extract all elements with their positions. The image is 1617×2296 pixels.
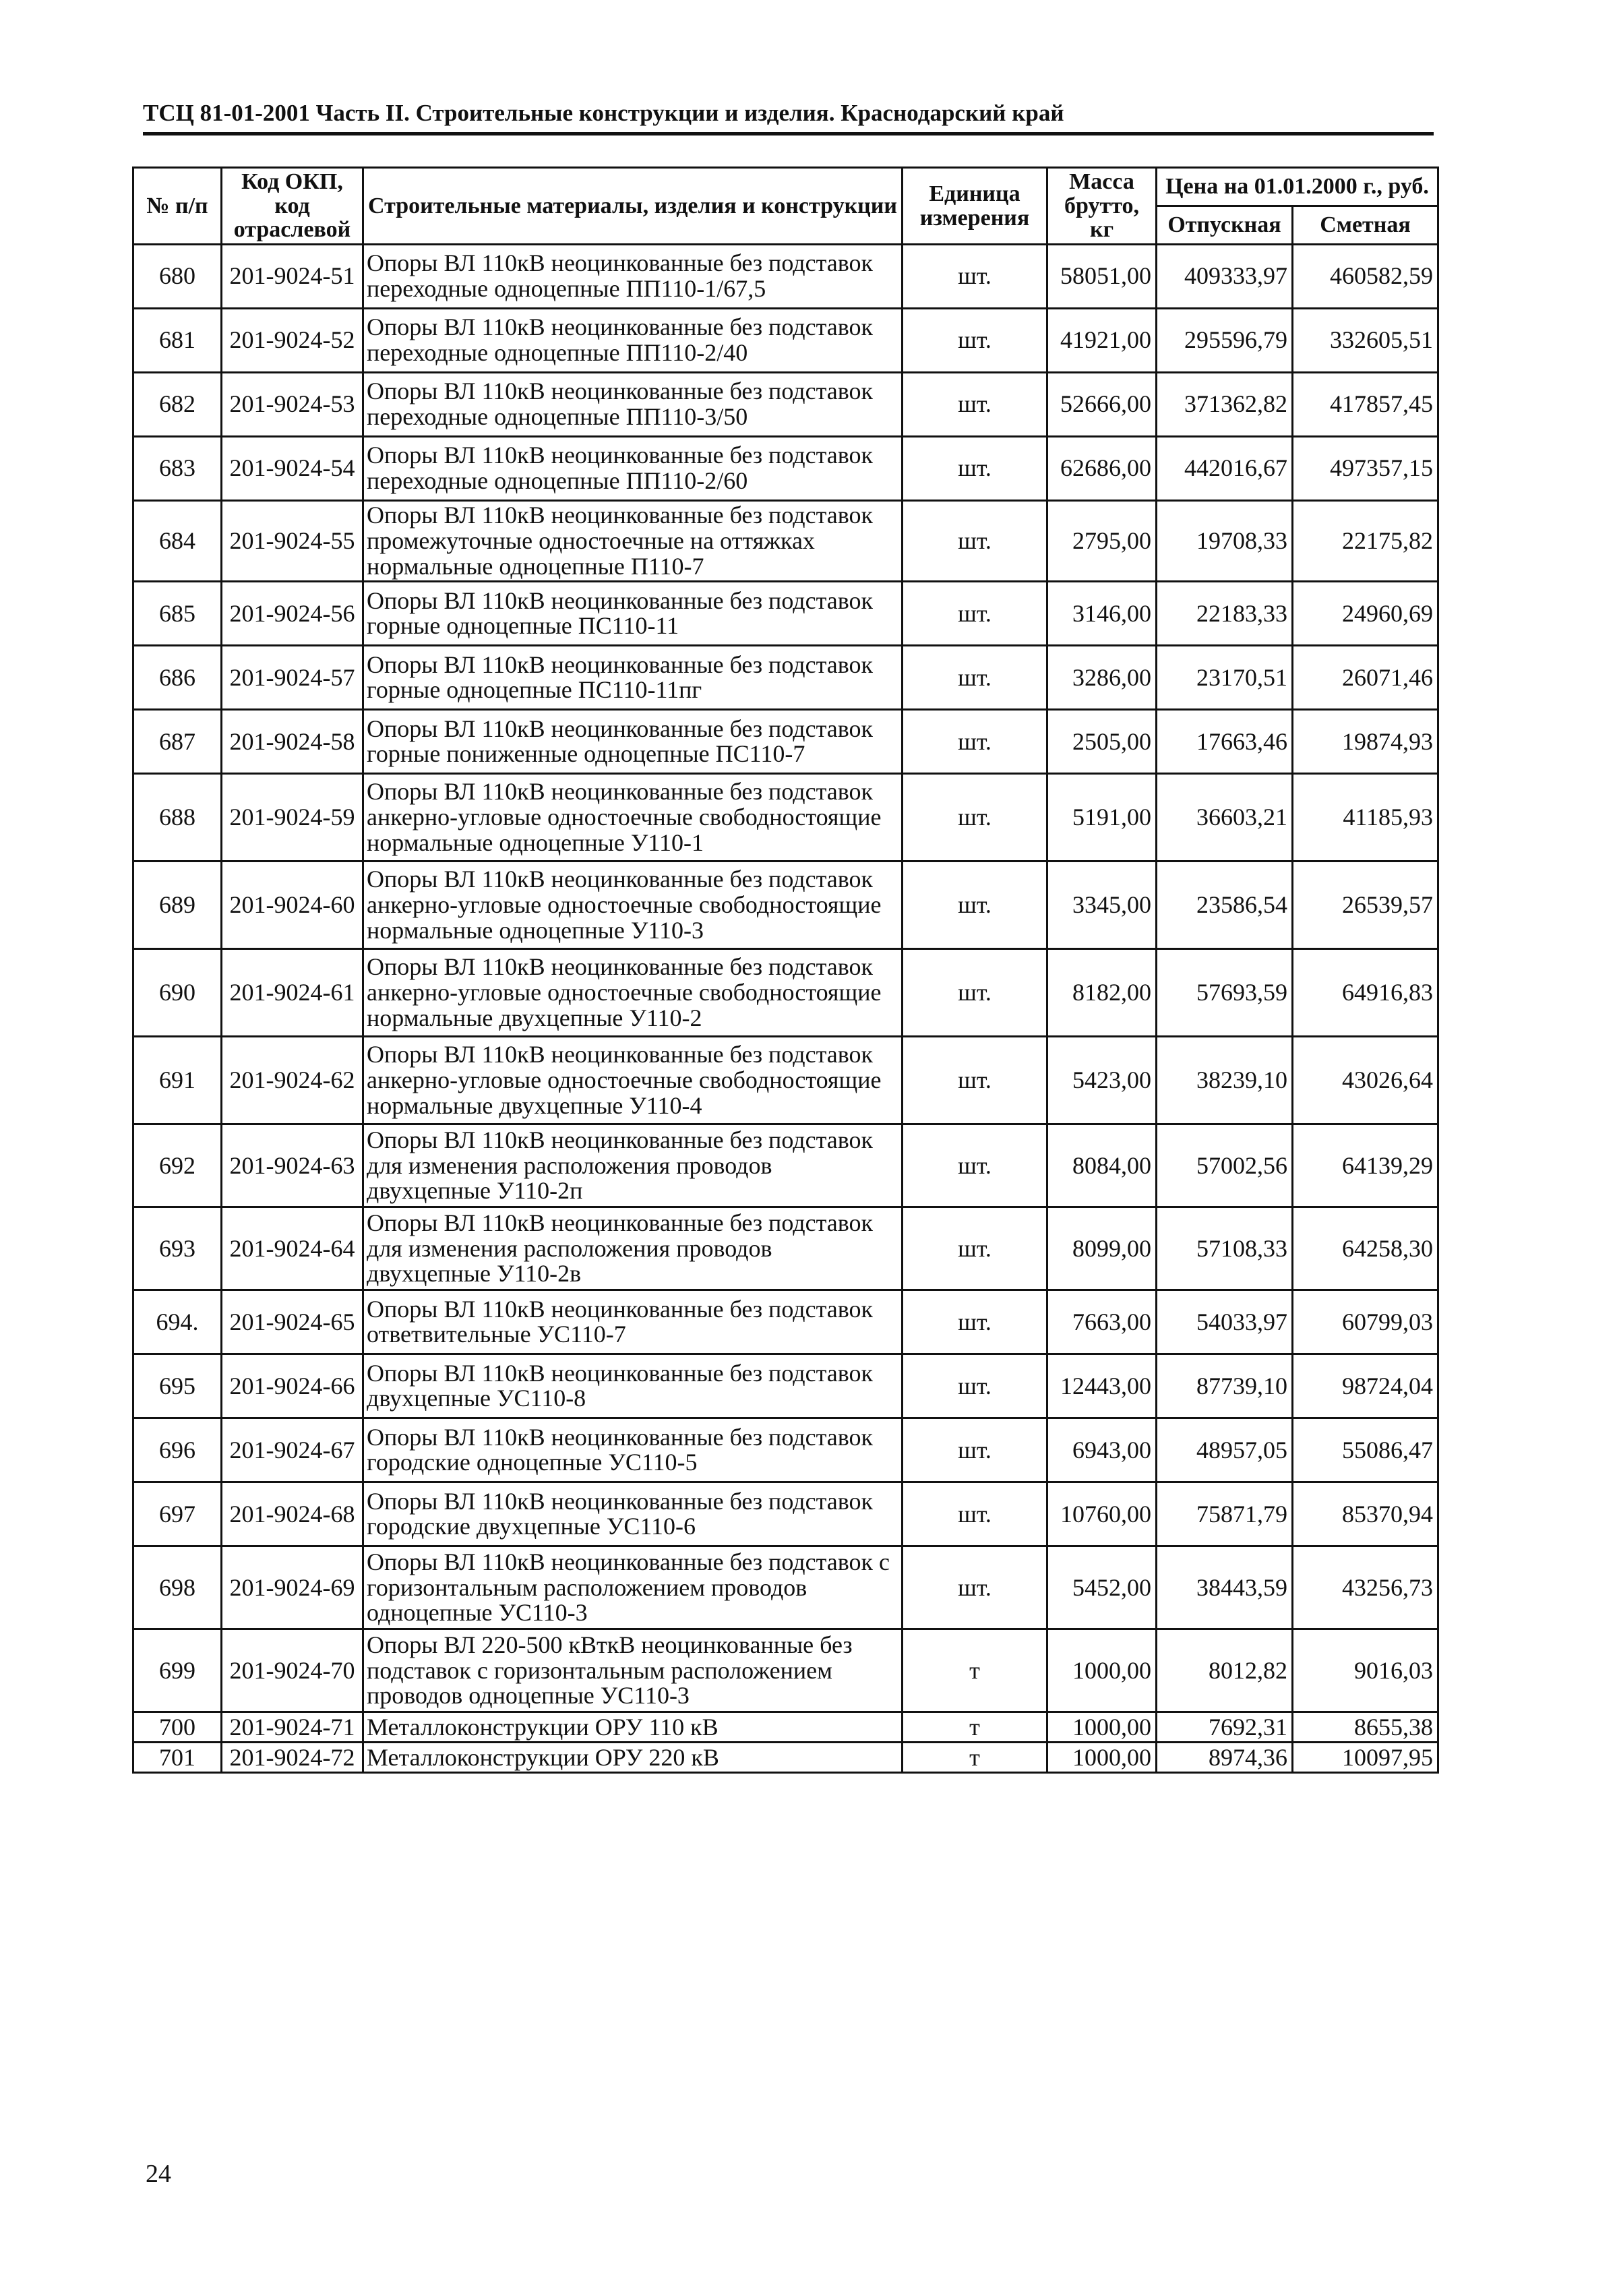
- item-name: Опоры ВЛ 110кВ неоцинкованные без подставок анкерно-угловые одностоечные свободностоящие нормальные одноцепные У110-1: [363, 774, 903, 862]
- unit: шт.: [903, 1207, 1047, 1290]
- item-name: Опоры ВЛ 110кВ неоцинкованные без подставок переходные одноцепные ПП110-2/40: [363, 309, 903, 373]
- release-price: 19708,33: [1157, 501, 1293, 582]
- release-price: 8974,36: [1157, 1743, 1293, 1773]
- release-price: 23170,51: [1157, 646, 1293, 710]
- table-row: [133, 1629, 1438, 1712]
- okp-code: 201-9024-61: [222, 949, 363, 1037]
- row-number: 685: [133, 582, 222, 646]
- release-price: 409333,97: [1157, 245, 1293, 309]
- mass-gross: 3345,00: [1047, 862, 1157, 949]
- estimate-price: 60799,03: [1293, 1290, 1438, 1354]
- estimate-price: 460582,59: [1293, 245, 1438, 309]
- okp-code: 201-9024-67: [222, 1418, 363, 1482]
- mass-gross: 2505,00: [1047, 710, 1157, 774]
- unit: шт.: [903, 501, 1047, 582]
- unit: шт.: [903, 437, 1047, 501]
- mass-gross: 52666,00: [1047, 373, 1157, 437]
- unit: шт.: [903, 373, 1047, 437]
- estimate-price: 64916,83: [1293, 949, 1438, 1037]
- okp-code: 201-9024-51: [222, 245, 363, 309]
- table-header: [133, 168, 1438, 245]
- release-price: 87739,10: [1157, 1354, 1293, 1418]
- estimate-price: 43256,73: [1293, 1546, 1438, 1629]
- item-name: Металлоконструкции ОРУ 220 кВ: [363, 1743, 903, 1773]
- okp-code: 201-9024-70: [222, 1629, 363, 1712]
- estimate-price: 9016,03: [1293, 1629, 1438, 1712]
- item-name: Опоры ВЛ 110кВ неоцинкованные без подставок переходные одноцепные ПП110-2/60: [363, 437, 903, 501]
- table-row: [133, 646, 1438, 710]
- mass-gross: 8099,00: [1047, 1207, 1157, 1290]
- table-row: [133, 1743, 1438, 1773]
- unit: шт.: [903, 1354, 1047, 1418]
- okp-code: 201-9024-64: [222, 1207, 363, 1290]
- release-price: 48957,05: [1157, 1418, 1293, 1482]
- table-row: [133, 373, 1438, 437]
- item-name: Опоры ВЛ 110кВ неоцинкованные без подставок с горизонтальным расположением проводов одноцепные УС110-3: [363, 1546, 903, 1629]
- mass-gross: 8182,00: [1047, 949, 1157, 1037]
- estimate-price: 64139,29: [1293, 1124, 1438, 1207]
- row-number: 682: [133, 373, 222, 437]
- header-rule: [143, 132, 1434, 135]
- mass-gross: 10760,00: [1047, 1482, 1157, 1546]
- estimate-price: 417857,45: [1293, 373, 1438, 437]
- estimate-price: 26071,46: [1293, 646, 1438, 710]
- unit: шт.: [903, 774, 1047, 862]
- table-row: [133, 1546, 1438, 1629]
- table-row: [133, 309, 1438, 373]
- table-row: [133, 1207, 1438, 1290]
- estimate-price: 64258,30: [1293, 1207, 1438, 1290]
- table-row: [133, 710, 1438, 774]
- mass-gross: 1000,00: [1047, 1743, 1157, 1773]
- estimate-price: 497357,15: [1293, 437, 1438, 501]
- okp-code: 201-9024-52: [222, 309, 363, 373]
- okp-code: 201-9024-68: [222, 1482, 363, 1546]
- estimate-price: 24960,69: [1293, 582, 1438, 646]
- mass-gross: 1000,00: [1047, 1712, 1157, 1743]
- row-number: 698: [133, 1546, 222, 1629]
- item-name: Опоры ВЛ 110кВ неоцинкованные без подставок анкерно-угловые одностоечные свободностоящие нормальные одноцепные У110-3: [363, 862, 903, 949]
- row-number: 694.: [133, 1290, 222, 1354]
- unit: шт.: [903, 1290, 1047, 1354]
- release-price: 75871,79: [1157, 1482, 1293, 1546]
- release-price: 371362,82: [1157, 373, 1293, 437]
- unit: шт.: [903, 245, 1047, 309]
- okp-code: 201-9024-58: [222, 710, 363, 774]
- okp-code: 201-9024-56: [222, 582, 363, 646]
- estimate-price: 55086,47: [1293, 1418, 1438, 1482]
- estimate-price: 26539,57: [1293, 862, 1438, 949]
- table-row: [133, 1290, 1438, 1354]
- mass-gross: 7663,00: [1047, 1290, 1157, 1354]
- unit: шт.: [903, 710, 1047, 774]
- okp-code: 201-9024-59: [222, 774, 363, 862]
- row-number: 688: [133, 774, 222, 862]
- row-number: 683: [133, 437, 222, 501]
- row-number: 697: [133, 1482, 222, 1546]
- release-price: 57693,59: [1157, 949, 1293, 1037]
- okp-code: 201-9024-60: [222, 862, 363, 949]
- estimate-price: 85370,94: [1293, 1482, 1438, 1546]
- mass-gross: 5423,00: [1047, 1037, 1157, 1124]
- okp-code: 201-9024-62: [222, 1037, 363, 1124]
- item-name: Опоры ВЛ 110кВ неоцинкованные без подставок городские одноцепные УС110-5: [363, 1418, 903, 1482]
- price-table: [132, 167, 1439, 1774]
- row-number: 689: [133, 862, 222, 949]
- item-name: Опоры ВЛ 110кВ неоцинкованные без подставок ответвительные УС110-7: [363, 1290, 903, 1354]
- row-number: 684: [133, 501, 222, 582]
- row-number: 691: [133, 1037, 222, 1124]
- unit: т: [903, 1712, 1047, 1743]
- okp-code: 201-9024-57: [222, 646, 363, 710]
- mass-gross: 2795,00: [1047, 501, 1157, 582]
- item-name: Опоры ВЛ 110кВ неоцинкованные без подставок горные одноцепные ПС110-11пг: [363, 646, 903, 710]
- table-row: [133, 1354, 1438, 1418]
- unit: шт.: [903, 1124, 1047, 1207]
- table-body: [133, 245, 1438, 1773]
- row-number: 692: [133, 1124, 222, 1207]
- col-header-price-group: Цена на 01.01.2000 г., руб.: [1157, 168, 1438, 206]
- okp-code: 201-9024-55: [222, 501, 363, 582]
- row-number: 690: [133, 949, 222, 1037]
- mass-gross: 5191,00: [1047, 774, 1157, 862]
- okp-code: 201-9024-54: [222, 437, 363, 501]
- col-header-unit: Единица измерения: [903, 168, 1047, 245]
- mass-gross: 5452,00: [1047, 1546, 1157, 1629]
- unit: шт.: [903, 949, 1047, 1037]
- mass-gross: 3286,00: [1047, 646, 1157, 710]
- table-row: [133, 774, 1438, 862]
- row-number: 680: [133, 245, 222, 309]
- page-number: 24: [146, 2160, 171, 2188]
- unit: т: [903, 1743, 1047, 1773]
- row-number: 696: [133, 1418, 222, 1482]
- row-number: 686: [133, 646, 222, 710]
- running-title: ТСЦ 81-01-2001 Часть II. Строительные конструкции и изделия. Краснодарский край: [143, 100, 1064, 126]
- table-row: [133, 501, 1438, 582]
- okp-code: 201-9024-66: [222, 1354, 363, 1418]
- mass-gross: 58051,00: [1047, 245, 1157, 309]
- release-price: 38239,10: [1157, 1037, 1293, 1124]
- row-number: 681: [133, 309, 222, 373]
- table-row: [133, 582, 1438, 646]
- release-price: 8012,82: [1157, 1629, 1293, 1712]
- release-price: 54033,97: [1157, 1290, 1293, 1354]
- item-name: Опоры ВЛ 110кВ неоцинкованные без подставок промежуточные одностоечные на оттяжках нормальные одноцепные П110-7: [363, 501, 903, 582]
- col-header-name: Строительные материалы, изделия и конструкции: [363, 168, 903, 245]
- release-price: 23586,54: [1157, 862, 1293, 949]
- item-name: Опоры ВЛ 110кВ неоцинкованные без подставок для изменения расположения проводов двухцепные У110-2в: [363, 1207, 903, 1290]
- estimate-price: 19874,93: [1293, 710, 1438, 774]
- row-number: 693: [133, 1207, 222, 1290]
- estimate-price: 41185,93: [1293, 774, 1438, 862]
- okp-code: 201-9024-53: [222, 373, 363, 437]
- mass-gross: 62686,00: [1047, 437, 1157, 501]
- table-row: [133, 1712, 1438, 1743]
- item-name: Опоры ВЛ 110кВ неоцинкованные без подставок городские двухцепные УС110-6: [363, 1482, 903, 1546]
- table-row: [133, 1037, 1438, 1124]
- row-number: 700: [133, 1712, 222, 1743]
- col-header-release-price: Отпускная: [1157, 206, 1293, 245]
- item-name: Опоры ВЛ 110кВ неоцинкованные без подставок для изменения расположения проводов двухцепные У110-2п: [363, 1124, 903, 1207]
- col-header-code: Код ОКП, код отраслевой: [222, 168, 363, 245]
- unit: шт.: [903, 309, 1047, 373]
- okp-code: 201-9024-63: [222, 1124, 363, 1207]
- release-price: 295596,79: [1157, 309, 1293, 373]
- item-name: Опоры ВЛ 110кВ неоцинкованные без подставок горные пониженные одноцепные ПС110-7: [363, 710, 903, 774]
- okp-code: 201-9024-71: [222, 1712, 363, 1743]
- mass-gross: 12443,00: [1047, 1354, 1157, 1418]
- col-header-mass: Масса брутто, кг: [1047, 168, 1157, 245]
- unit: шт.: [903, 582, 1047, 646]
- item-name: Опоры ВЛ 110кВ неоцинкованные без подставок горные одноцепные ПС110-11: [363, 582, 903, 646]
- table-row: [133, 245, 1438, 309]
- col-header-estimate-price: Сметная: [1293, 206, 1438, 245]
- mass-gross: 8084,00: [1047, 1124, 1157, 1207]
- item-name: Опоры ВЛ 110кВ неоцинкованные без подставок двухцепные УС110-8: [363, 1354, 903, 1418]
- release-price: 17663,46: [1157, 710, 1293, 774]
- estimate-price: 98724,04: [1293, 1354, 1438, 1418]
- estimate-price: 22175,82: [1293, 501, 1438, 582]
- okp-code: 201-9024-65: [222, 1290, 363, 1354]
- estimate-price: 332605,51: [1293, 309, 1438, 373]
- unit: шт.: [903, 1418, 1047, 1482]
- mass-gross: 3146,00: [1047, 582, 1157, 646]
- unit: шт.: [903, 646, 1047, 710]
- release-price: 36603,21: [1157, 774, 1293, 862]
- table-row: [133, 862, 1438, 949]
- unit: шт.: [903, 1482, 1047, 1546]
- estimate-price: 10097,95: [1293, 1743, 1438, 1773]
- item-name: Опоры ВЛ 110кВ неоцинкованные без подставок анкерно-угловые одностоечные свободностоящие нормальные двухцепные У110-4: [363, 1037, 903, 1124]
- item-name: Опоры ВЛ 220-500 кВткВ неоцинкованные без подставок с горизонтальным расположением проводов одноцепные УС110-3: [363, 1629, 903, 1712]
- estimate-price: 43026,64: [1293, 1037, 1438, 1124]
- unit: шт.: [903, 862, 1047, 949]
- table-row: [133, 1482, 1438, 1546]
- release-price: 38443,59: [1157, 1546, 1293, 1629]
- row-number: 699: [133, 1629, 222, 1712]
- row-number: 701: [133, 1743, 222, 1773]
- release-price: 22183,33: [1157, 582, 1293, 646]
- item-name: Опоры ВЛ 110кВ неоцинкованные без подставок переходные одноцепные ПП110-1/67,5: [363, 245, 903, 309]
- okp-code: 201-9024-72: [222, 1743, 363, 1773]
- release-price: 7692,31: [1157, 1712, 1293, 1743]
- release-price: 57108,33: [1157, 1207, 1293, 1290]
- col-header-num: № п/п: [133, 168, 222, 245]
- okp-code: 201-9024-69: [222, 1546, 363, 1629]
- release-price: 442016,67: [1157, 437, 1293, 501]
- mass-gross: 6943,00: [1047, 1418, 1157, 1482]
- table-row: [133, 949, 1438, 1037]
- row-number: 687: [133, 710, 222, 774]
- row-number: 695: [133, 1354, 222, 1418]
- table-row: [133, 437, 1438, 501]
- estimate-price: 8655,38: [1293, 1712, 1438, 1743]
- release-price: 57002,56: [1157, 1124, 1293, 1207]
- table-row: [133, 1124, 1438, 1207]
- mass-gross: 1000,00: [1047, 1629, 1157, 1712]
- unit: т: [903, 1629, 1047, 1712]
- mass-gross: 41921,00: [1047, 309, 1157, 373]
- unit: шт.: [903, 1037, 1047, 1124]
- item-name: Металлоконструкции ОРУ 110 кВ: [363, 1712, 903, 1743]
- item-name: Опоры ВЛ 110кВ неоцинкованные без подставок переходные одноцепные ПП110-3/50: [363, 373, 903, 437]
- table-row: [133, 1418, 1438, 1482]
- item-name: Опоры ВЛ 110кВ неоцинкованные без подставок анкерно-угловые одностоечные свободностоящие нормальные двухцепные У110-2: [363, 949, 903, 1037]
- unit: шт.: [903, 1546, 1047, 1629]
